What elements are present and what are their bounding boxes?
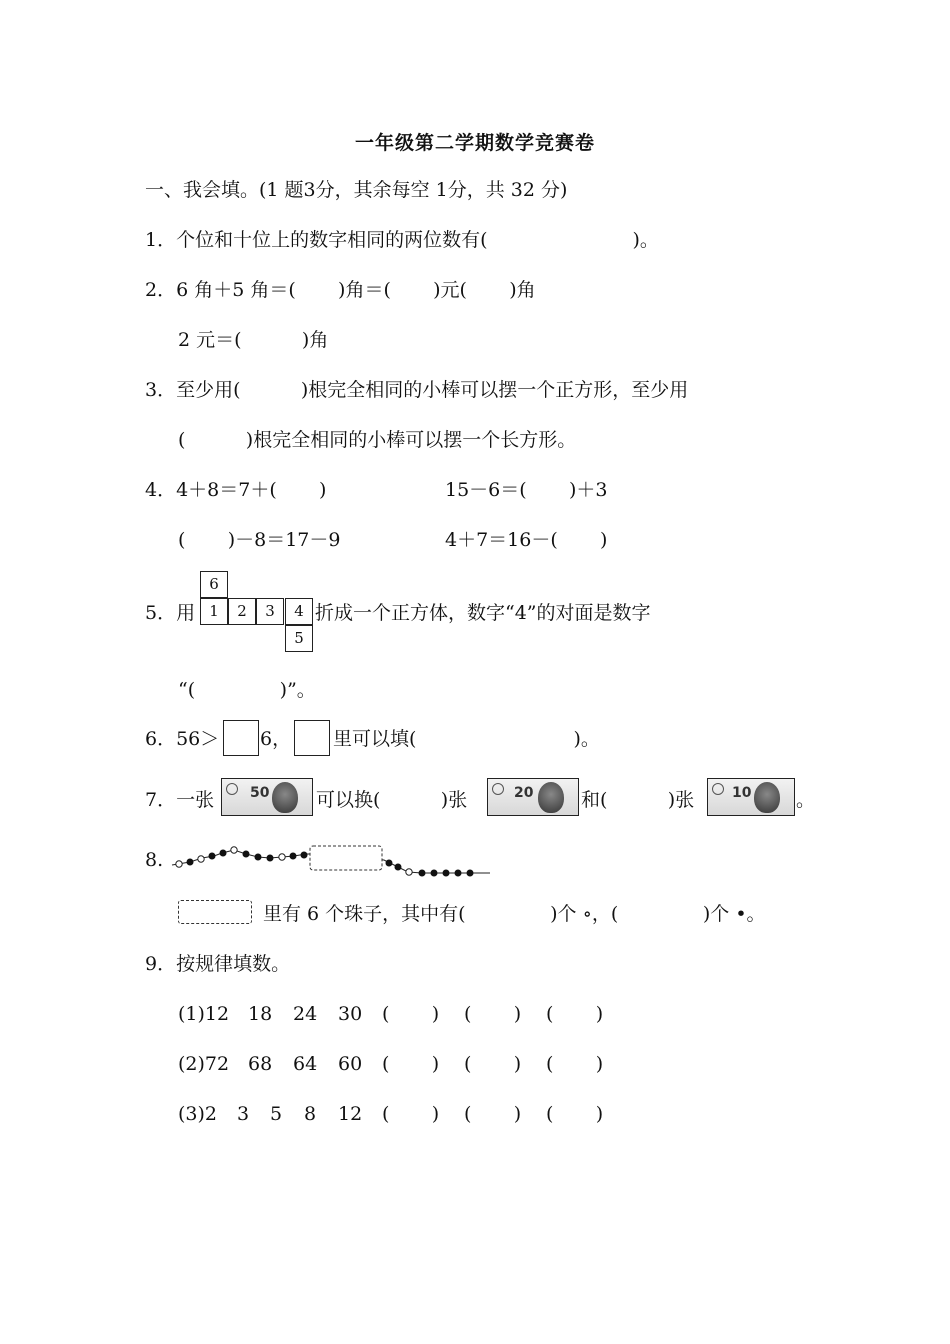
question-1: 1．个位和十位上的数字相同的两位数有( )。 — [145, 229, 659, 251]
answer-blank: ( ) — [464, 1053, 522, 1075]
question-4-c: ( )－8＝17－9 — [178, 529, 341, 551]
sequence-number: 64 — [293, 1053, 318, 1075]
question-7-mid-1: 可以换( )张 — [316, 789, 468, 811]
answer-blank: ( ) — [382, 1103, 440, 1125]
net-cell: 5 — [285, 625, 313, 652]
question-8-line-2: 里有 6 个珠子，其中有( )个 ∘，( )个 •。 — [263, 903, 766, 925]
sequence-number: 68 — [248, 1053, 273, 1075]
solid-bead — [395, 864, 402, 871]
solid-bead — [220, 850, 227, 857]
answer-blank: ( ) — [382, 1053, 440, 1075]
hollow-bead — [231, 847, 237, 853]
answer-blank: ( ) — [464, 1103, 522, 1125]
solid-bead — [255, 854, 262, 861]
sequence-3-start: (3)2 — [178, 1103, 218, 1125]
answer-box[interactable] — [223, 720, 259, 756]
banknote-20: 20 — [487, 778, 579, 816]
portrait-icon — [538, 782, 564, 813]
solid-bead — [301, 852, 308, 859]
net-cell: 3 — [256, 598, 284, 625]
answer-blank: ( ) — [546, 1053, 604, 1075]
hidden-beads-box — [310, 846, 382, 870]
sequence-number: 12 — [338, 1103, 363, 1125]
portrait-icon — [754, 782, 780, 813]
sequence-number: 18 — [248, 1003, 273, 1025]
answer-blank: ( ) — [464, 1003, 522, 1025]
sequence-1-start: (1)12 — [178, 1003, 230, 1025]
question-2-line-1: 2．6 角＋5 角＝( )角＝( )元( )角 — [145, 279, 536, 301]
solid-bead — [243, 851, 250, 858]
portrait-icon — [272, 782, 298, 813]
solid-bead — [431, 870, 438, 877]
hollow-bead — [406, 869, 412, 875]
answer-box[interactable] — [294, 720, 330, 756]
net-cell: 2 — [228, 598, 256, 625]
question-6-suffix: 里可以填( )。 — [333, 728, 600, 750]
question-7-mid-2: 和( )张 — [581, 789, 695, 811]
sequence-number: 8 — [304, 1103, 317, 1125]
bead-string — [170, 840, 500, 885]
solid-bead — [386, 860, 393, 867]
question-4-a: 4．4＋8＝7＋( ) — [145, 479, 327, 501]
question-6-mid: 6， — [260, 728, 292, 750]
sequence-number: 5 — [270, 1103, 283, 1125]
solid-bead — [419, 870, 426, 877]
question-8-label: 8. — [145, 849, 164, 871]
solid-bead — [267, 855, 274, 862]
solid-bead — [467, 870, 474, 877]
solid-bead — [443, 870, 450, 877]
sequence-number: 24 — [293, 1003, 318, 1025]
answer-blank: ( ) — [546, 1103, 604, 1125]
solid-bead — [209, 853, 216, 860]
hollow-bead — [279, 854, 285, 860]
question-3-line-1: 3．至少用( )根完全相同的小棒可以摆一个正方形，至少用 — [145, 379, 689, 401]
page-title: 一年级第二学期数学竞赛卷 — [354, 132, 595, 154]
hidden-beads-box-legend — [178, 900, 252, 924]
question-6-prefix: 6．56＞ — [145, 728, 220, 750]
question-5-line-2: “( )”。 — [178, 679, 316, 701]
net-cell: 6 — [200, 571, 228, 598]
section-heading: 一、我会填。(1 题3分，其余每空 1分，共 32 分) — [145, 179, 568, 201]
question-4-d: 4＋7＝16－( ) — [445, 529, 608, 551]
question-7-prefix: 7．一张 — [145, 789, 215, 811]
sequence-number: 3 — [237, 1103, 250, 1125]
question-2-line-2: 2 元＝( )角 — [178, 329, 329, 351]
sequence-2-start: (2)72 — [178, 1053, 230, 1075]
hollow-bead — [198, 856, 204, 862]
emblem-icon — [492, 783, 504, 795]
answer-blank: ( ) — [546, 1003, 604, 1025]
question-3-line-2: ( )根完全相同的小棒可以摆一个长方形。 — [178, 429, 577, 451]
net-cell: 4 — [285, 598, 313, 625]
solid-bead — [290, 853, 297, 860]
question-4-b: 15－6＝( )＋3 — [445, 479, 608, 501]
question-9-title: 9．按规律填数。 — [145, 953, 291, 975]
solid-bead — [455, 870, 462, 877]
emblem-icon — [226, 783, 238, 795]
question-7-end: 。 — [796, 789, 816, 811]
question-5-text: 折成一个正方体，数字“4”的对面是数字 — [315, 602, 651, 624]
net-cell: 1 — [200, 598, 228, 625]
sequence-number: 30 — [338, 1003, 363, 1025]
emblem-icon — [712, 783, 724, 795]
answer-blank: ( ) — [382, 1003, 440, 1025]
banknote-10: 10 — [707, 778, 795, 816]
sequence-number: 60 — [338, 1053, 363, 1075]
question-5-prefix: 5．用 — [145, 602, 196, 624]
solid-bead — [187, 859, 194, 866]
hollow-bead — [176, 861, 182, 867]
banknote-50: 50 — [221, 778, 313, 816]
